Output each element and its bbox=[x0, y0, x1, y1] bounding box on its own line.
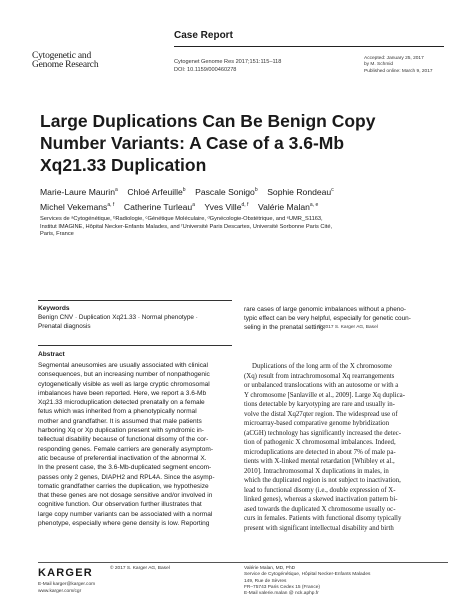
intro-line: curs in females. Patients with functional disomy typically bbox=[244, 515, 402, 522]
title-line: Number Variants: A Case of a 3.6-Mb bbox=[40, 133, 345, 153]
journal-logo-line-2: Genome Research bbox=[32, 60, 99, 70]
intro-line: present with significant intellectual disability and birth bbox=[244, 524, 394, 532]
abstract-line: Segmental aneusomies are usually associated with clinical bbox=[38, 362, 208, 369]
intro-line: microduplications are detected in about 7% of male pa- bbox=[244, 448, 396, 456]
author-affil: a, e bbox=[309, 201, 319, 208]
intro-line: microarray-based comparative genome hybridization bbox=[244, 420, 389, 427]
abstract-line: Xq21.33 microduplication detected prenatally on a female bbox=[38, 399, 205, 407]
publication-dates bbox=[364, 56, 433, 75]
abstract-line: responding genes. Female carriers are generally asymptom- bbox=[38, 445, 214, 453]
affiliations bbox=[40, 216, 440, 239]
publisher-logo: KARGER bbox=[38, 567, 93, 579]
journal-logo bbox=[32, 52, 152, 70]
intro-line: which the duplicated region is not subject to inactivation, bbox=[244, 477, 401, 484]
author-name: Pascale Sonigo bbox=[195, 186, 255, 197]
title-line: Large Duplications Can Be Benign Copy bbox=[40, 111, 376, 131]
abstract-line: tomatic grandfather carries the duplication, we hypothesize bbox=[38, 482, 209, 490]
affiliation-line: Institut IMAGINE, Hôpital Necker-Enfants Malades, and ᶠUniversité Paris Descartes, Université Sorbonne Paris Cité, bbox=[40, 223, 333, 230]
publisher-contact bbox=[38, 582, 95, 595]
author-affil: b bbox=[182, 187, 186, 193]
abstract-line: In the present case, the 3.6-Mb-duplicated segment encom- bbox=[38, 464, 212, 472]
correspondence bbox=[244, 566, 370, 597]
accepted-date: Accepted: January 25, 2017 bbox=[364, 56, 424, 61]
author-name: Michel Vekemans bbox=[40, 201, 108, 212]
intro-line: tions detectable by karyotyping are rare and usually in- bbox=[244, 401, 395, 408]
intro-line: linked genes), whereas a skewed inactivation pattern bi- bbox=[244, 496, 398, 503]
intro-line: (aCGH) technology has significantly increased the detec- bbox=[244, 429, 401, 437]
citation bbox=[174, 58, 281, 74]
author-name: Valérie Malan bbox=[258, 201, 310, 212]
author-affil: c bbox=[331, 187, 334, 193]
author-name: Yves Ville bbox=[204, 201, 242, 212]
intro-line: Duplications of the long arm of the X chromosome bbox=[252, 363, 392, 370]
keywords-rule bbox=[38, 300, 232, 301]
author-name: Catherine Turleau bbox=[123, 201, 193, 212]
intro-line: 2010]. Intrachromosomal X duplications in males, in bbox=[244, 467, 389, 475]
abstract-heading: Abstract bbox=[38, 351, 65, 358]
intro-line: ased towards the duplicated X chromosome usually oc- bbox=[244, 505, 396, 513]
abstract-copyright: © 2017 S. Karger AG, Basel bbox=[318, 325, 378, 330]
intro-line: lead to functional disomy (i.e., double expression of X- bbox=[244, 486, 396, 494]
abstract-line: seling in the prenatal setting. bbox=[244, 324, 326, 331]
affiliation-line: Services de ᵃCytogénétique, ᵇRadiologie, ᶜGénétique Moléculaire, ᵈGynécologie-Obstétrique, and ᵉUMR_S1163, bbox=[40, 216, 323, 222]
article-title bbox=[40, 110, 440, 176]
abstract-line: cognitive function. Our observation further illustrates that bbox=[38, 501, 202, 509]
correspondence-line: Valérie Malan, MD, PhD bbox=[244, 566, 296, 571]
abstract-line: mother and grandfather. It is assumed that male patients bbox=[38, 417, 202, 425]
author-affil: a, f bbox=[107, 201, 115, 208]
keywords-line: Benign CNV · Duplication Xq21.33 · Normal phenotype · bbox=[38, 314, 198, 321]
correspondence-email[interactable]: E-Mail valerie.malan @ nck.aphp.fr bbox=[244, 591, 319, 597]
citation-doi[interactable]: DOI: 10.1159/000460278 bbox=[174, 67, 237, 73]
intro-line: tion of pathogenic X chromosomal imbalances. Indeed, bbox=[244, 439, 396, 446]
author-name: Chloé Arfeuille bbox=[127, 186, 183, 197]
title-line: Xq21.33 Duplication bbox=[40, 155, 207, 175]
abstract-line: imbalances have been reported. Here, we report a 3.6-Mb bbox=[38, 389, 207, 397]
report-type: Case Report bbox=[174, 30, 233, 41]
author-row bbox=[40, 199, 450, 214]
abstract-line: fetus which was inherited from a phenotypically normal bbox=[38, 408, 197, 416]
abstract-rule bbox=[38, 345, 232, 346]
editor: by M. Schmid bbox=[364, 62, 394, 68]
correspondence-line: Service de Cytogénétique, Hôpital Necker-Enfants Malades bbox=[244, 572, 371, 578]
intro-line: Y chromosome [Sanlaville et al., 2009]. Large Xq duplica- bbox=[244, 391, 405, 399]
publisher-email[interactable]: E-Mail karger@karger.com bbox=[38, 582, 96, 587]
abstract-line: typic effect can be very helpful, especially for genetic coun- bbox=[244, 315, 411, 322]
intro-line: (Xq) result from intrachromosomal Xq rearrangements bbox=[244, 372, 395, 380]
correspondence-line: FR–75743 Paris Cedex 15 (France) bbox=[244, 584, 320, 590]
publisher-website[interactable]: www.karger.com/cgr bbox=[38, 588, 82, 594]
abstract-line: harboring Xq or Xp duplication present with syndromic in- bbox=[38, 427, 204, 435]
abstract-line: rare cases of large genomic imbalances without a pheno- bbox=[244, 306, 406, 313]
author-list bbox=[40, 184, 450, 214]
abstract-line: passes only 2 genes, DIAPH2 and RPL4A. Since the asymp- bbox=[38, 473, 215, 481]
abstract-line: atic because of preferential inactivation of the abnormal X. bbox=[38, 454, 207, 462]
intro-line: volve the distal Xq27qter region. The widespread use of bbox=[244, 410, 398, 418]
abstract-line: tellectual disability because of functional disomy of the cor- bbox=[38, 436, 209, 444]
correspondence-line: 149, Rue de Sèvres bbox=[244, 578, 287, 584]
intro-line: tients with X-linked mental retardation [Whibley et al., bbox=[244, 458, 395, 465]
intro-line: or unbalanced translocations with an autosome or with a bbox=[244, 382, 399, 389]
footer-rule bbox=[38, 562, 448, 563]
journal-logo-line-1: Cytogenetic and bbox=[32, 51, 91, 61]
abstract-line: cytogenetically visible as well as large cryptic chromosomal bbox=[38, 380, 210, 388]
header-rule bbox=[174, 46, 444, 47]
author-affil: d, f bbox=[241, 201, 249, 208]
author-affil: b bbox=[254, 187, 258, 193]
citation-journal: Cytogenet Genome Res 2017;151:115–118 bbox=[174, 59, 282, 65]
keywords-heading: Keywords bbox=[38, 305, 70, 312]
author-name: Sophie Rondeau bbox=[267, 186, 332, 197]
keywords-line: Prenatal diagnosis bbox=[38, 323, 91, 330]
keywords-list bbox=[38, 313, 228, 331]
abstract-line: large copy number variants can be associated with a normal bbox=[38, 510, 213, 518]
author-affil: a bbox=[115, 187, 118, 193]
abstract-body bbox=[38, 361, 230, 528]
author-name: Marie-Laure Maurin bbox=[40, 186, 115, 197]
footer-copyright: © 2017 S. Karger AG, Basel bbox=[110, 566, 170, 571]
abstract-line: that these genes are not dosage sensitive and/or involved in bbox=[38, 492, 213, 500]
introduction-body bbox=[244, 362, 442, 533]
affiliation-line: Paris, France bbox=[40, 231, 74, 238]
author-row bbox=[40, 184, 450, 199]
abstract-line: phenotype, especially where gene density is low. Reporting bbox=[38, 520, 210, 528]
abstract-line: consequences, but an increasing number of nonpathogenic bbox=[38, 371, 210, 379]
published-date: Published online: March 9, 2017 bbox=[364, 68, 433, 74]
author-affil: a bbox=[192, 201, 195, 208]
